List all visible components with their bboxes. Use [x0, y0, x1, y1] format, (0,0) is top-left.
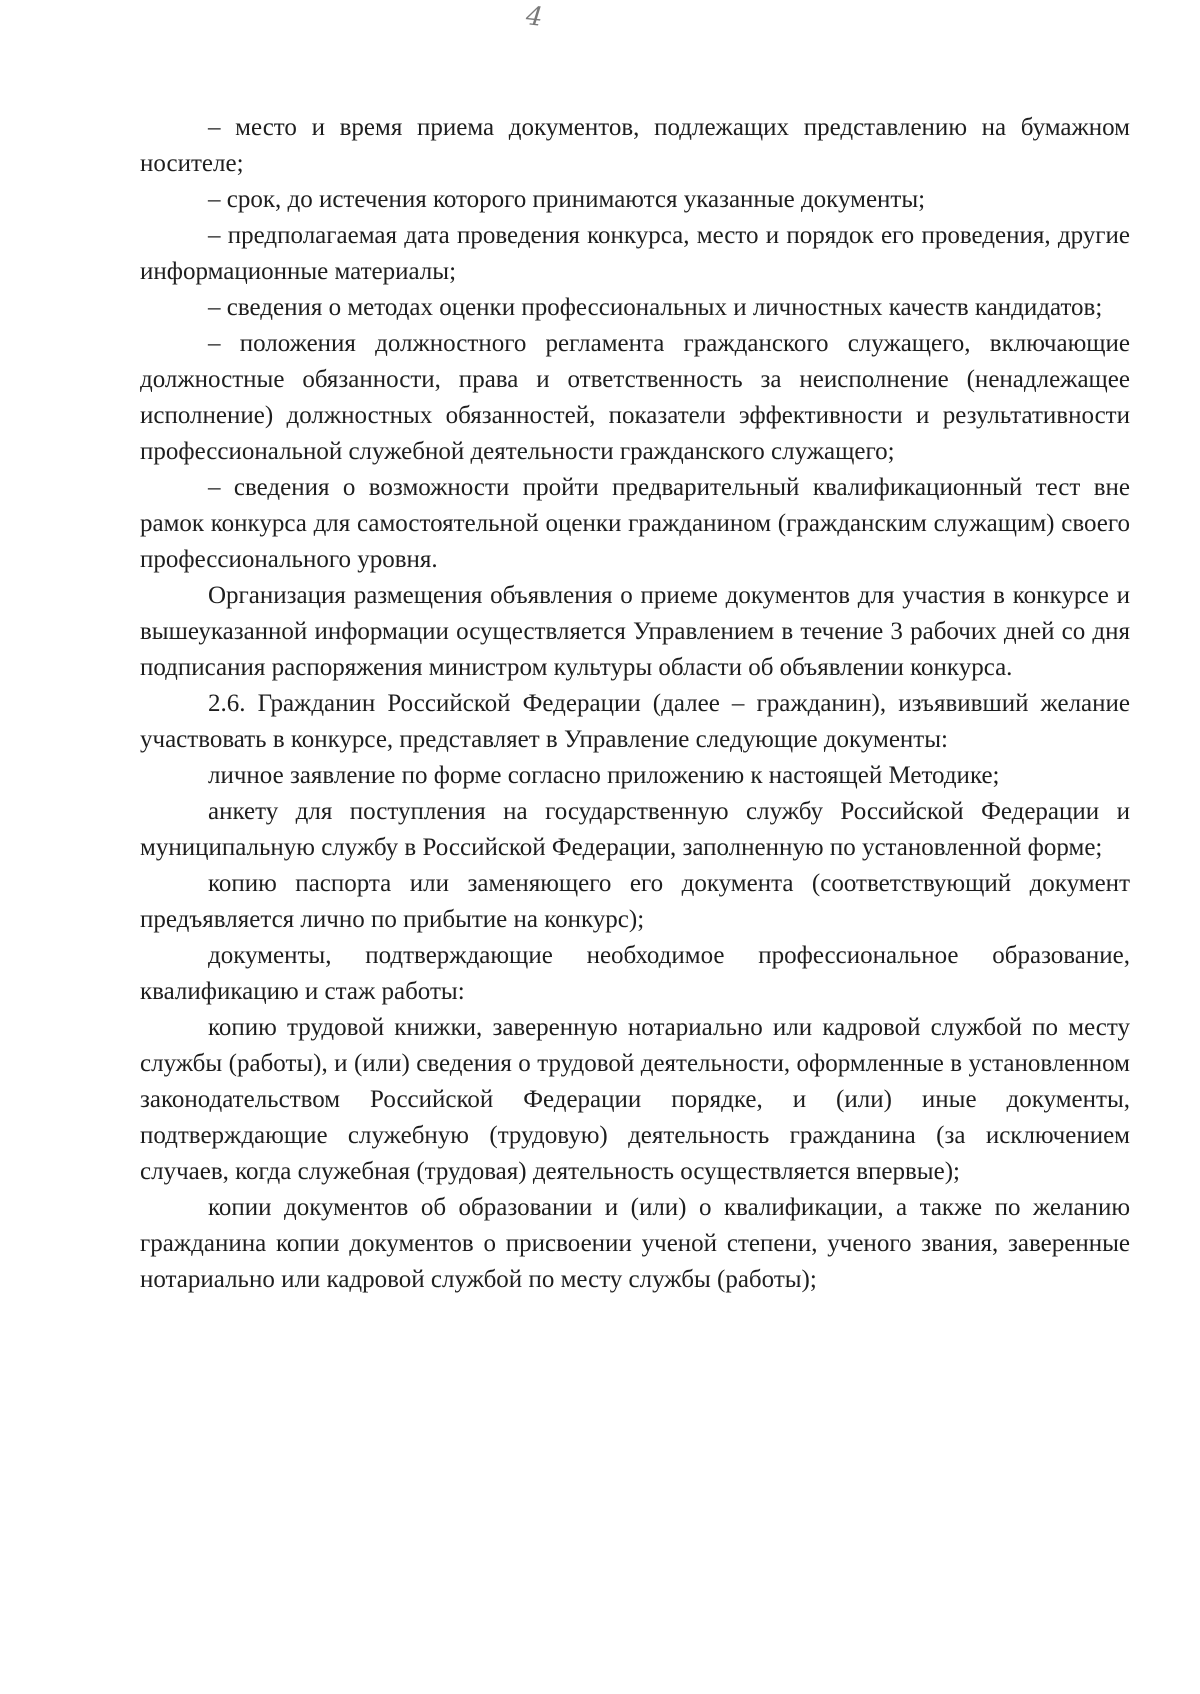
- paragraph-document-item: документы, подтверждающие необходимое профессиональное образование, квалификацию и стаж работы:: [140, 942, 1130, 1005]
- page-number: 4: [524, 1, 545, 33]
- paragraph-list-item: – предполагаемая дата проведения конкурса, место и порядок его проведения, другие информационные материалы;: [140, 222, 1130, 285]
- document-body: [140, 110, 1130, 1298]
- paragraph-list-item: – сведения о методах оценки профессиональных и личностных качеств кандидатов;: [208, 294, 1103, 321]
- paragraph-document-item: копии документов об образовании и (или) о квалификации, а также по желанию гражданина копии документов о присвоении ученой степени, ученого звания, заверенные нотариально или кадровой службой по месту службы (работы);: [140, 1194, 1130, 1293]
- paragraph-list-item: – положения должностного регламента гражданского служащего, включающие должностные обязанности, права и ответственность за неисполнение (ненадлежащее исполнение) должностных обязанностей, показатели эффективности и результативности профессиональной служебной деятельности гражданского служащего;: [140, 330, 1130, 465]
- paragraph-list-item: – сведения о возможности пройти предварительный квалификационный тест вне рамок конкурса для самостоятельной оценки гражданином (гражданским служащим) своего профессионального уровня.: [140, 474, 1130, 573]
- paragraph: Организация размещения объявления о приеме документов для участия в конкурсе и вышеуказанной информации осуществляется Управлением в течение 3 рабочих дней со дня подписания распоряжения министром культуры области об объявлении конкурса.: [140, 582, 1130, 681]
- paragraph-document-item: анкету для поступления на государственную службу Российской Федерации и муниципальную службу в Российской Федерации, заполненную по установленной форме;: [140, 798, 1130, 861]
- paragraph-document-item: копию трудовой книжки, заверенную нотариально или кадровой службой по месту службы (работы), и (или) сведения о трудовой деятельности, оформленные в установленном законодательством Российской Федерации порядке, и (или) иные документы, подтверждающие служебную (трудовую) деятельность гражданина (за исключением случаев, когда служебная (трудовая) деятельность осуществляется впервые);: [140, 1014, 1130, 1185]
- paragraph-document-item: копию паспорта или заменяющего его документа (соответствующий документ предъявляется лично по прибытие на конкурс);: [140, 870, 1130, 933]
- paragraph-list-item: – срок, до истечения которого принимаются указанные документы;: [208, 186, 926, 213]
- paragraph-list-item: – место и время приема документов, подлежащих представлению на бумажном носителе;: [140, 114, 1130, 177]
- paragraph-section-2-6: 2.6. Гражданин Российской Федерации (далее – гражданин), изъявивший желание участвовать в конкурсе, представляет в Управление следующие документы:: [140, 690, 1130, 753]
- paragraph-document-item: личное заявление по форме согласно приложению к настоящей Методике;: [208, 762, 1000, 789]
